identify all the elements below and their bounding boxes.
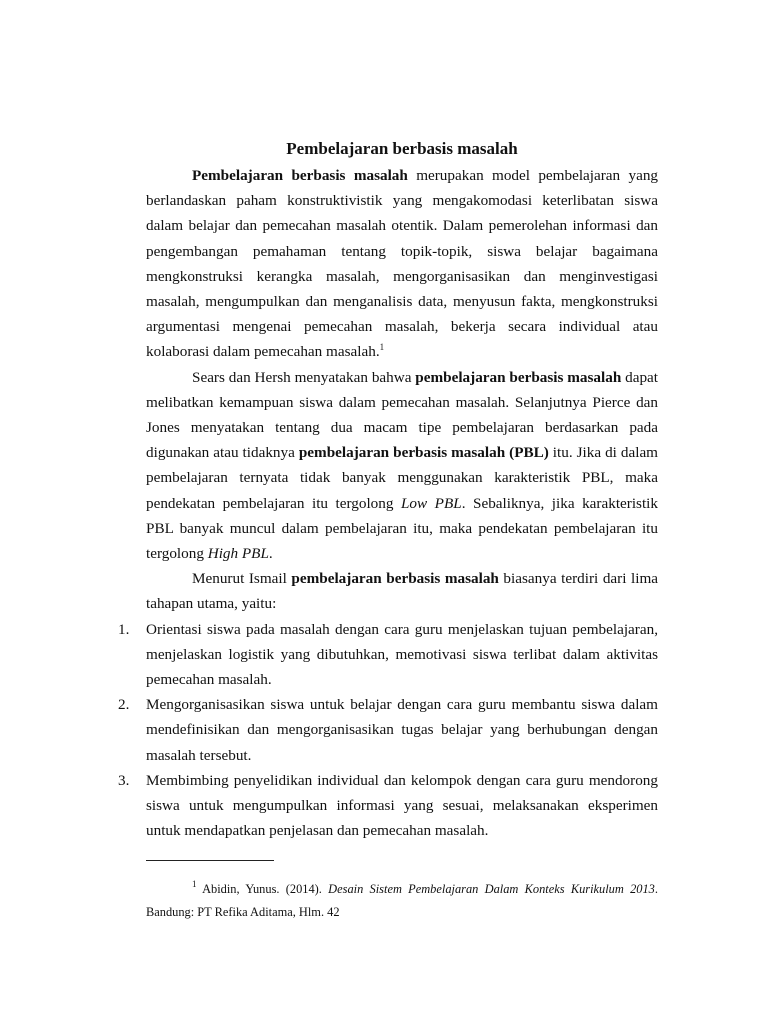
- paragraph-text: Sears dan Hersh menyatakan bahwa: [192, 368, 416, 386]
- footnote-number: 1: [192, 879, 197, 889]
- paragraph-text: dapat melibatkan kemampuan siswa dalam pemecahan masalah. Selanjutnya Pierce dan Jones menyatakan tentang dua macam tipe pembelajaran berdasarkan pada digunakan atau tidaknya: [146, 368, 658, 462]
- list-item-number: 2.: [118, 696, 130, 714]
- italic-term: Low PBL: [400, 494, 462, 512]
- list-item-number: 3.: [118, 771, 130, 789]
- list-item-number: 1.: [118, 620, 130, 638]
- steps-list: [118, 617, 658, 844]
- footnote-text: Abidin, Yunus. (2014).: [196, 882, 329, 896]
- paragraph-text: merupakan model pembelajaran yang berlandaskan paham konstruktivistik yang mengakomodasi keterlibatan siswa dalam belajar dan pemecahan masalah otentik. Dalam pemerolehan informasi dan pengembangan pemahaman tentang topik-topik, siswa belajar bagaimana mengkonstruksi kerangka masalah, mengorganisasikan dan menginvestigasi masalah, mengumpulkan dan menganalisis data, menyusun fakta, mengkonstruksi argumentasi mengenai pemecahan masalah, bekerja secara individual atau kolaborasi dalam pemecahan masalah.: [146, 167, 659, 361]
- bold-term: pembelajaran berbasis masalah: [291, 570, 499, 588]
- footnote-divider: [146, 860, 274, 861]
- page-title: Pembelajaran berbasis masalah: [286, 139, 518, 158]
- list-item-text: Membimbing penyelidikan individual dan kelompok dengan cara guru mendorong siswa untuk mengumpulkan informasi yang sesuai, melaksanakan eksperimen untuk mendapatkan penjelasan dan pemecahan masalah.: [146, 771, 658, 840]
- footnote-reference[interactable]: 1: [379, 342, 385, 353]
- footnote: [146, 878, 658, 924]
- bold-term: Pembelajaran berbasis masalah: [192, 167, 408, 184]
- list-item: [118, 617, 658, 693]
- paragraph-ismail: [146, 566, 658, 616]
- list-item: [118, 768, 658, 844]
- italic-term: High PBL: [207, 545, 269, 563]
- paragraph-text: itu. Jika di dalam pembelajaran ternyata tidak banyak menggunakan karakteristik PBL, maka pendekatan pembelajaran itu tergolong: [146, 444, 659, 512]
- paragraph-text: . Sebaliknya, jika karakteristik PBL banyak muncul dalam pembelajaran itu, maka pendekatan pembelajaran itu tergolong: [146, 494, 658, 563]
- list-item: [118, 692, 658, 768]
- paragraph-text: biasanya terdiri dari lima tahapan utama, yaitu:: [146, 570, 658, 613]
- list-item-text: Mengorganisasikan siswa untuk belajar dengan cara guru membantu siswa dalam mendefinisikan dan mengorganisasikan tugas belajar yang berhubungan dengan masalah tersebut.: [146, 696, 658, 764]
- footnote-book-title: Desain Sistem Pembelajaran Dalam Konteks Kurikulum 2013: [328, 882, 655, 896]
- bold-term: pembelajaran berbasis masalah: [415, 368, 622, 386]
- document-body: [118, 136, 659, 843]
- footnote-text: . Bandung: PT Refika Aditama, Hlm. 42: [146, 882, 658, 919]
- list-item-text: Orientasi siswa pada masalah dengan cara guru menjelaskan tujuan pembelajaran, menjelaskan logistik yang dibutuhkan, memotivasi siswa terlibat dalam aktivitas pemecahan masalah.: [146, 620, 658, 689]
- paragraph-sears-hersh: [146, 365, 658, 567]
- bold-term: pembelajaran berbasis masalah (PBL): [298, 444, 549, 462]
- paragraph-definition: [146, 163, 658, 365]
- paragraph-text: Menurut Ismail: [192, 570, 292, 588]
- paragraph-text: .: [268, 545, 273, 563]
